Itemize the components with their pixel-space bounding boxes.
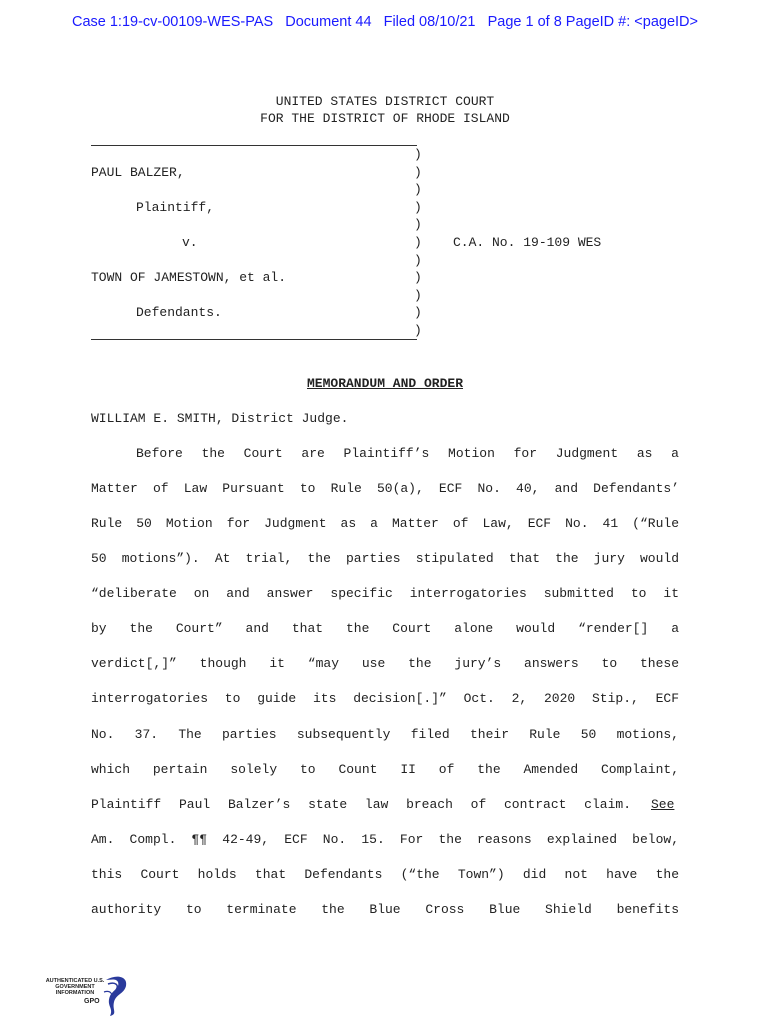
body-line: which pertain solely to Count II of the Amended Complaint, — [91, 762, 679, 777]
body-line: 50 motions”). At trial, the parties stipulated that the jury would — [91, 551, 679, 566]
caption-parentheses: ) ) ) ) ) ) ) ) ) ) ) — [414, 147, 422, 338]
gpo-label: GPO — [84, 998, 100, 1005]
versus-label: v. — [182, 235, 198, 250]
plaintiff-role: Plaintiff, — [136, 200, 215, 215]
body-line: Before the Court are Plaintiff’s Motion for Judgment as a — [136, 446, 679, 461]
judge-line: WILLIAM E. SMITH, District Judge. — [91, 411, 349, 426]
court-name: UNITED STATES DISTRICT COURT — [275, 94, 495, 109]
body-line: verdict[,]” though it “may use the jury’s answers to these — [91, 656, 679, 671]
defendant-role: Defendants. — [136, 305, 222, 320]
body-line: Rule 50 Motion for Judgment as a Matter of Law, ECF No. 41 (“Rule — [91, 516, 679, 531]
court-district: FOR THE DISTRICT OF RHODE ISLAND — [260, 111, 510, 126]
body-line: authority to terminate the Blue Cross Blue Shield benefits — [91, 902, 679, 917]
body-line: “deliberate on and answer specific interrogatories submitted to it — [91, 586, 679, 601]
defendant-name: TOWN OF JAMESTOWN, et al. — [91, 270, 287, 285]
body-line: this Court holds that Defendants (“the Town”) did not have the — [91, 867, 679, 882]
case-number: C.A. No. 19-109 WES — [453, 235, 602, 250]
body-line: Matter of Law Pursuant to Rule 50(a), ECF No. 40, and Defendants’ — [91, 481, 679, 496]
case-header: Case 1:19-cv-00109-WES-PAS Document 44 Filed 08/10/21 Page 1 of 8 PageID #: <pageID> — [71, 14, 698, 30]
document-title: MEMORANDUM AND ORDER — [306, 376, 464, 391]
see-signal: See — [651, 797, 675, 812]
body-line: by the Court” and that the Court alone would “render[] a — [91, 621, 679, 636]
seal-text: AUTHENTICATED U.S. GOVERNMENT INFORMATION — [45, 978, 105, 997]
eagle-icon — [44, 972, 134, 1018]
plaintiff-name: PAUL BALZER, — [91, 165, 185, 180]
body-line: interrogatories to guide its decision[.]” Oct. 2, 2020 Stip., ECF — [91, 691, 679, 706]
body-line: Plaintiff Paul Balzer’s state law breach of contract claim. — [91, 797, 631, 812]
body-line: Am. Compl. ¶¶ 42-49, ECF No. 15. For the reasons explained below, — [91, 832, 679, 847]
caption-bottom-rule — [91, 339, 417, 340]
body-line: No. 37. The parties subsequently filed their Rule 50 motions, — [91, 727, 679, 742]
caption-top-rule — [91, 145, 417, 146]
gpo-authentication-seal — [44, 972, 134, 1018]
